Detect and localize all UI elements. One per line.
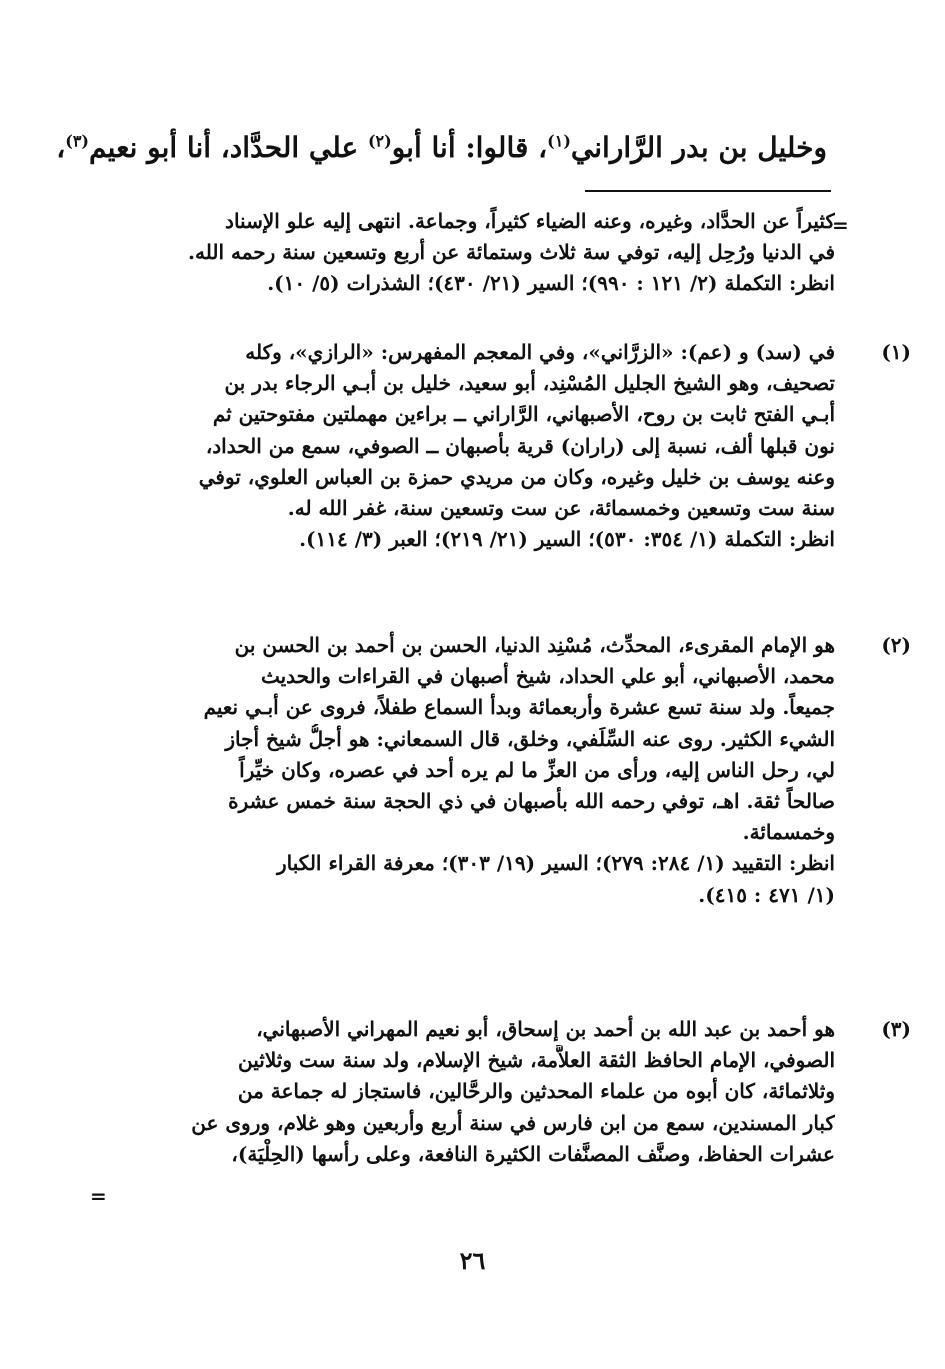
main-text-part: علي الحدَّاد، أنا أبو نعيم (89, 131, 368, 164)
footnote-line: هو الإمام المقرىء، المحدِّث، مُسْنِد الدنيا، الحسن بن أحمد بن الحسن بن (234, 633, 835, 657)
footnote-line: في الدنيا ورُحِل إليه، توفي سة ثلاث وستمائة عن أربع وتسعين سنة رحمه الله. (188, 240, 835, 265)
footnote-line: عشرات الحفاظ، وصنَّف المصنَّفات الكثيرة النافعة، وعلى رأسها (الحِلْيَة)، (231, 1141, 835, 1166)
footnote-line: سنة ست وتسعين وخمسمائة، عن ست وتسعين سنة، غفر الله له. (287, 496, 835, 521)
footnote-number: (٢) (881, 633, 911, 657)
footnote-line: كبار المسندين، سمع من ابن فارس في سنة أربع وأربعين وهو غلام، وروى عن (191, 1110, 835, 1135)
footnote-ref[interactable]: (٢) (367, 131, 392, 151)
footnote-line: في (سد) و (عم): «الزرَّاني»، وفي المعجم المفهرس: «الرازي»، وكله (245, 340, 835, 364)
footnote-line: وثلاثمائة، كان أبوه من علماء المحدثين والرحَّالين، فاستجاز له جماعة من (237, 1079, 835, 1104)
footnote-ref[interactable]: (١) (547, 131, 571, 151)
footnote-line: جميعاً. ولد سنة تسع عشرة وأربعمائة وبدأ السماع طفلاً، فروى عن أبـي نعيم (203, 695, 835, 720)
footnote-line: لي، رحل الناس إليه، ورأى من العزِّ ما لم يره أحد في عصره، وكان خيِّراً (239, 757, 835, 782)
continued-footnote (100, 206, 835, 300)
footnote-line: انظر: التكملة (٢/ ١٢١ : ٩٩٠)؛ السير (٢١/ ٤٣٠)؛ الشذرات (٥/ ١٠). (267, 271, 835, 296)
main-text-part: وخليل بن بدر الرَّاراني (570, 131, 827, 164)
footnote-line: أبـي الفتح ثابت بن روح، الأصبهاني، الرَّاراني ــ براءين مهملتين مفتوحتين ثم (212, 402, 835, 427)
footnote-number: (٣) (881, 1017, 911, 1041)
main-text-line (56, 118, 827, 178)
footnote-line: محمد، الأصبهاني، أبو علي الحداد، شيخ أصبهان في القراءات والحديث (260, 664, 835, 689)
footnote-number: (١) (881, 340, 911, 364)
footnote-line: كثيراً عن الحدَّاد، وغيره، وعنه الضياء كثيراً، وجماعة. انتهى إليه علو الإسناد (225, 209, 835, 233)
footnote-1 (100, 337, 911, 555)
continuation-mark-end: = (90, 1184, 107, 1208)
footnote-3 (100, 1014, 911, 1170)
footnote-line: انظر: التكملة (١/ ٣٥٤: ٥٣٠)؛ السير (٢١/ ٢١٩)؛ العبر (٣/ ١١٤). (299, 527, 835, 552)
footnote-line: انظر: التقييد (١/ ٢٨٤: ٢٧٩)؛ السير (١٩/ ٣٠٣)؛ معرفة القراء الكبار (277, 851, 835, 876)
footnote-line: تصحيف، وهو الشيخ الجليل المُسْنِد، أبو سعيد، خليل بن أبـي الرجاء بدر بن (224, 371, 835, 396)
footnote-line: وخمسمائة. (742, 820, 835, 845)
footnote-line: الصوفي، الإمام الحافظ الثقة العلاَّمة، شيخ الإسلام، ولد سنة ست وثلاثين (238, 1048, 835, 1073)
footnote-line: صالحاً ثقة. اهـ، توفي رحمه الله بأصبهان في ذي الحجة سنة خمس عشرة (228, 789, 835, 814)
footnote-line: (١/ ٤٧١ : ٤١٥). (698, 882, 835, 907)
page-number: ٢٦ (459, 1246, 486, 1275)
main-text-part: ، (56, 131, 66, 164)
footnote-ref[interactable]: (٣) (65, 131, 89, 151)
footnote-line: هو أحمد بن عبد الله بن أحمد بن إسحاق، أبو نعيم المهراني الأصبهاني، (256, 1017, 835, 1041)
footnote-line: نون قبلها ألف، نسبة إلى (راران) قرية بأصبهان ــ الصوفي، سمع من الحداد، (205, 433, 835, 458)
continuation-mark: = (832, 213, 849, 237)
footnote-2 (100, 630, 911, 911)
main-text-part: ، قالوا: أنا أبو (391, 131, 548, 164)
footnote-separator (585, 190, 831, 192)
footnote-line: الشيء الكثير. روى عنه السِّلَفي، وخلق، قال السمعاني: هو أجلُّ شيخ أجاز (225, 726, 835, 751)
footnote-line: وعنه يوسف بن خليل وغيره، وكان من مريدي حمزة بن العباس العلوي، توفي (198, 464, 835, 489)
